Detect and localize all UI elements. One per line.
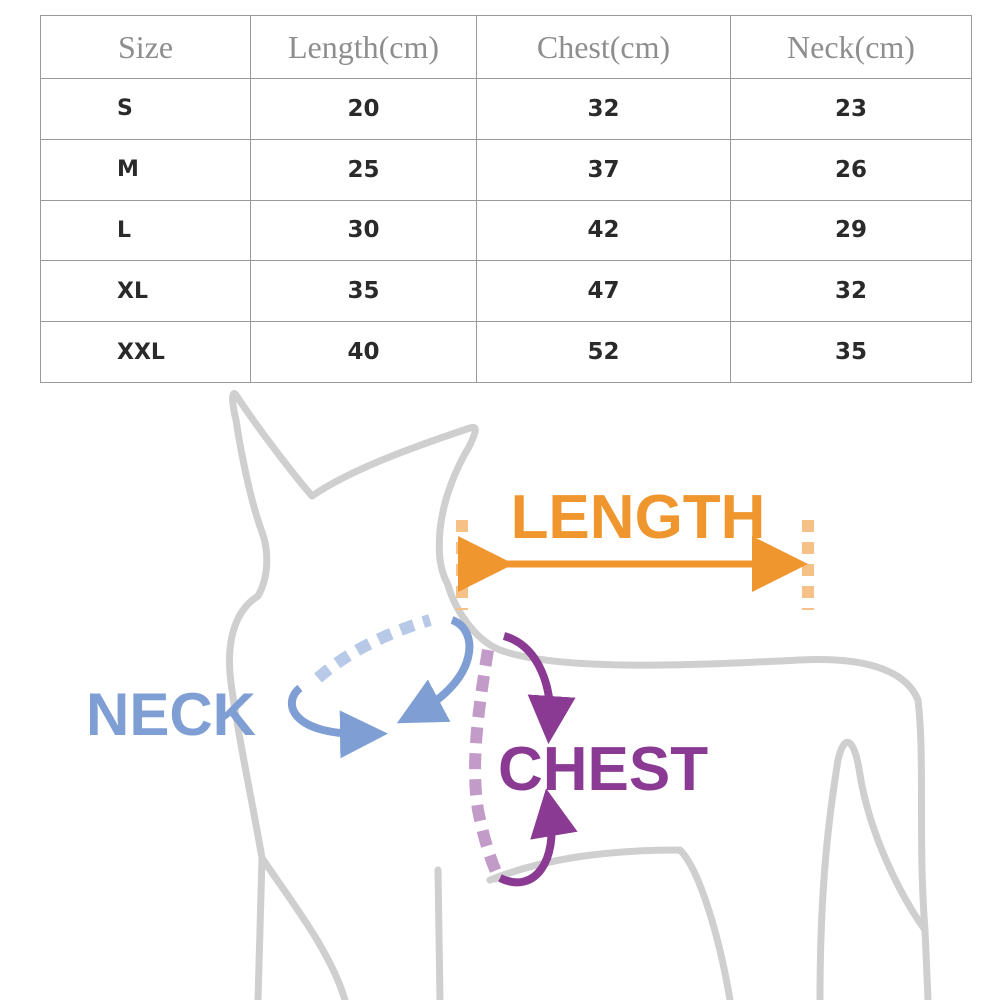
neck-cell: 26: [731, 139, 972, 200]
header-neck: Neck(cm): [731, 16, 972, 79]
chest-dashed-line: [475, 650, 500, 880]
length-cell: 20: [251, 79, 477, 140]
neck-arrow-lower: [292, 688, 364, 734]
header-size: Size: [41, 16, 251, 79]
length-cell: 40: [251, 322, 477, 383]
chest-label: CHEST: [498, 735, 709, 804]
size-cell: S: [41, 79, 251, 140]
neck-cell: 23: [731, 79, 972, 140]
header-chest: Chest(cm): [477, 16, 731, 79]
neck-label: NECK: [86, 681, 257, 748]
neck-arrow-upper: [418, 620, 469, 712]
chest-cell: 42: [477, 200, 731, 261]
size-cell: XL: [41, 261, 251, 322]
length-cell: 25: [251, 139, 477, 200]
neck-cell: 35: [731, 322, 972, 383]
length-cell: 30: [251, 200, 477, 261]
size-cell: XXL: [41, 322, 251, 383]
neck-cell: 32: [731, 261, 972, 322]
size-cell: L: [41, 200, 251, 261]
chest-arrow-upper: [504, 636, 550, 720]
length-label: LENGTH: [510, 483, 766, 552]
chest-cell: 52: [477, 322, 731, 383]
chest-cell: 37: [477, 139, 731, 200]
neck-dashed-line: [318, 620, 430, 678]
neck-cell: 29: [731, 200, 972, 261]
chest-cell: 47: [477, 261, 731, 322]
chest-cell: 32: [477, 79, 731, 140]
header-length: Length(cm): [251, 16, 477, 79]
length-cell: 35: [251, 261, 477, 322]
size-cell: M: [41, 139, 251, 200]
